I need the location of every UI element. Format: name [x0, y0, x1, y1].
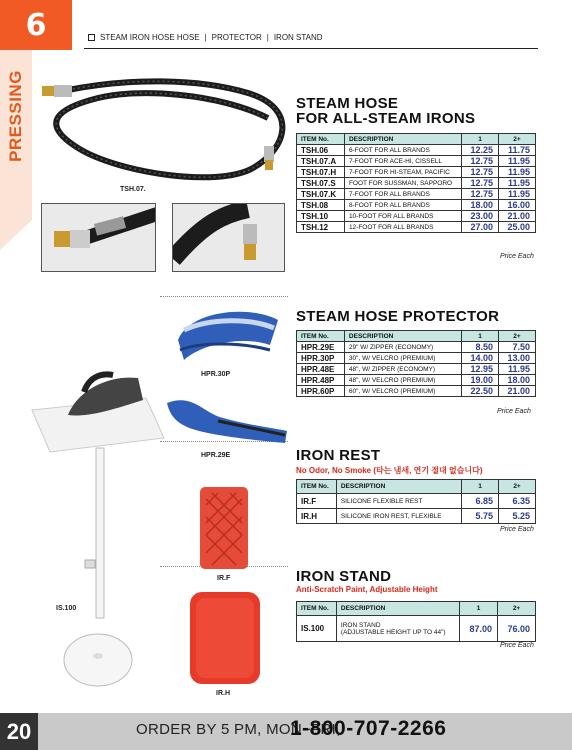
table-row: TSH.07.K 7-FOOT FOR ALL BRANDS 12.75 11.95: [297, 189, 536, 200]
hose-protector-table: [296, 330, 536, 397]
table-row: TSH.08 8-FOOT FOR ALL BRANDS 18.00 16.00: [297, 200, 536, 211]
iron-rest-title: IRON REST: [296, 447, 381, 464]
price-each-note: Price Each: [500, 253, 534, 260]
price-each-note: Price Each: [500, 526, 534, 533]
iron-rest-table: [296, 479, 536, 524]
iron-stand-title: IRON STAND: [296, 568, 392, 585]
hose-end-closeup-image: [172, 203, 285, 272]
table-row: TSH.07.A 7-FOOT FOR ACE-HI, CISSELL 12.75 11.95: [297, 156, 536, 167]
table-row: IR.F SILICONE FLEXIBLE REST 6.85 6.35: [297, 494, 536, 509]
page-number: 20: [0, 713, 38, 750]
table-row: TSH.07.H 7-FOOT FOR HI-STEAM, PACIFIC 12.75 11.95: [297, 167, 536, 178]
price-each-note: Price Each: [497, 408, 531, 415]
table-header-row: ITEM No. DESCRIPTION 1 2+: [297, 331, 536, 342]
tsh07-label: TSH.07.: [120, 186, 146, 193]
table-row: HPR.48P 48", W/ VELCRO (PREMIUM) 19.00 18.00: [297, 375, 536, 386]
steam-hose-title: STEAM HOSE: [296, 95, 399, 112]
section-divider: [160, 296, 288, 297]
irf-label: IR.F: [217, 575, 231, 582]
table-row: TSH.12 12-FOOT FOR ALL BRANDS 27.00 25.00: [297, 222, 536, 233]
table-row: IR.H SILICONE IRON REST, FLEXIBLE 5.75 5.25: [297, 509, 536, 524]
hpr29e-label: HPR.29E: [201, 452, 231, 459]
iron-rest-subtitle: No Odor, No Smoke (타는 냄새, 연기 절대 없습니다): [296, 466, 483, 475]
header-divider: [84, 48, 538, 49]
breadcrumb-item: IRON STAND: [273, 33, 323, 42]
hose-fitting-closeup-image: [41, 203, 156, 272]
table-header-row: ITEM No. DESCRIPTION 1 2+: [297, 602, 536, 616]
steam-hose-subtitle: FOR ALL-STEAM IRONS: [296, 110, 476, 127]
iron-stand-image: [28, 360, 168, 700]
table-row: HPR.29E 29" W/ ZIPPER (ECONOMY) 8.50 7.50: [297, 342, 536, 353]
steam-hose-table: [296, 133, 536, 233]
section-side-label: PRESSING: [6, 70, 26, 162]
table-row: TSH.07.S FOOT FOR SUSSMAN, SAPPORO 12.75 11.95: [297, 178, 536, 189]
iron-rest-flexible-image: [198, 485, 250, 571]
is100-label: IS.100: [56, 605, 77, 612]
table-header-row: ITEM No. DESCRIPTION 1 2+: [297, 134, 536, 145]
iron-stand-subtitle: Anti-Scratch Paint, Adjustable Height: [296, 585, 438, 594]
steam-hose-image: [38, 58, 288, 183]
iron-stand-table: [296, 601, 536, 642]
phone-number[interactable]: 1-800-707-2266: [290, 717, 447, 740]
hose-protector-title: STEAM HOSE PROTECTOR: [296, 308, 500, 325]
breadcrumb: STEAM IRON HOSE HOSE | PROTECTOR | IRON STAND: [88, 33, 323, 42]
table-row: HPR.60P 60", W/ VELCRO (PREMIUM) 22.50 21.00: [297, 386, 536, 397]
order-cutoff-text: ORDER BY 5 PM, MON~FRI,: [136, 721, 341, 738]
table-row: HPR.30P 30", W/ VELCRO (PREMIUM) 14.00 13.00: [297, 353, 536, 364]
table-header-row: ITEM No. DESCRIPTION 1 2+: [297, 480, 536, 494]
table-row: TSH.06 6-FOOT FOR ALL BRANDS 12.25 11.75: [297, 145, 536, 156]
hpr30p-label: HPR.30P: [201, 371, 231, 378]
section-number-tab: 6: [0, 0, 72, 50]
price-each-note: Price Each: [500, 642, 534, 649]
breadcrumb-item: PROTECTOR: [211, 33, 262, 42]
irh-label: IR.H: [216, 690, 230, 697]
breadcrumb-square-icon: [88, 34, 95, 41]
hpr29e-image: [163, 393, 291, 448]
hpr30p-image: [170, 300, 285, 368]
breadcrumb-item: STEAM IRON HOSE HOSE: [100, 33, 200, 42]
table-row: IS.100 IRON STAND (ADJUSTABLE HEIGHT UP TO 44") 87.00 76.00: [297, 616, 536, 642]
table-row: HPR.48E 48", W/ ZIPPER (ECONOMY) 12.95 11.95: [297, 364, 536, 375]
table-row: TSH.10 10-FOOT FOR ALL BRANDS 23.00 21.00: [297, 211, 536, 222]
iron-rest-silicone-image: [188, 590, 262, 686]
